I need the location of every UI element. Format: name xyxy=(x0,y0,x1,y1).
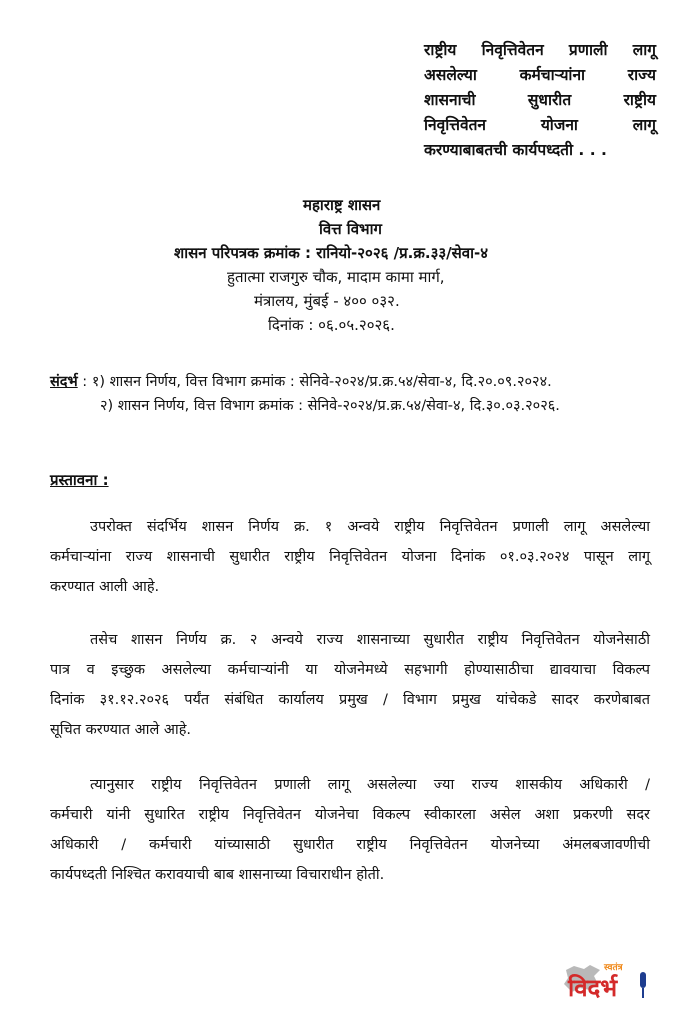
paragraph-line: कर्मचारी यांनी सुधारित राष्ट्रीय निवृत्तिवेतन योजनेचा विकल्प स्वीकारला असेल अशा प्रकरणी सदर xyxy=(50,807,650,823)
paragraph-2 xyxy=(50,625,650,745)
reference-text: १) शासन निर्णय, वित्त विभाग क्रमांक : सेनिवे-२०२४/प्र.क्र.५४/सेवा-४, दि.२०.०९.२०२४. xyxy=(91,374,552,390)
logo-text-main: विदर्भ xyxy=(568,974,618,1002)
microphone-icon xyxy=(640,972,646,988)
paragraph-line: तसेच शासन निर्णय क्र. २ अन्वये राज्य शासनाच्या सुधारीत राष्ट्रीय निवृत्तिवेतन योजनेसाठी xyxy=(90,632,650,648)
paragraph-line: पात्र व इच्छुक असलेल्या कर्मचाऱ्यांनी या योजनेमध्ये सहभागी होण्यासाठीचा द्यावयाचा विकल्प xyxy=(50,662,650,678)
paragraph-line: त्यानुसार राष्ट्रीय निवृत्तिवेतन प्रणाली लागू असलेल्या ज्या राज्य शासकीय अधिकारी / xyxy=(90,777,650,793)
references-block xyxy=(50,370,670,418)
subject-line: असलेल्या कर्मचाऱ्यांना राज्य xyxy=(424,66,656,84)
paragraph-3 xyxy=(50,770,650,890)
vidarbha-logo xyxy=(560,960,652,1002)
address-line-1: हुतात्मा राजगुरु चौक, मादाम कामा मार्ग, xyxy=(227,268,445,286)
subject-line: राष्ट्रीय निवृत्तिवेतन प्रणाली लागू xyxy=(424,41,656,59)
paragraph-1 xyxy=(50,512,650,602)
paragraph-line: सूचित करण्यात आले आहे. xyxy=(50,722,192,738)
subject-line: निवृत्तिवेतन योजना लागू xyxy=(424,116,656,134)
paragraph-line: अधिकारी / कर्मचारी यांच्यासाठी सुधारीत राष्ट्रीय निवृत्तिवेतन योजनेच्या अंमलबजावणीची xyxy=(50,837,650,853)
reference-item xyxy=(50,394,670,418)
paragraph-line: कर्मचाऱ्यांना राज्य शासनाची सुधारीत राष्ट्रीय निवृत्तिवेतन योजना दिनांक ०१.०३.२०२४ पासून लागू xyxy=(50,549,650,565)
logo-text-top: स्वतंत्र xyxy=(604,963,623,973)
subject-line: शासनाची सुधारीत राष्ट्रीय xyxy=(424,91,656,109)
subject-block xyxy=(424,38,656,163)
introduction-heading: प्रस्तावना : xyxy=(50,471,109,489)
paragraph-line: कार्यपध्दती निश्चित करावयाची बाब शासनाच्या विचाराधीन होती. xyxy=(50,867,385,883)
circular-number: शासन परिपत्रक क्रमांक : रानियो-२०२६ /प्र.क्र.३३/सेवा-४ xyxy=(174,244,489,262)
paragraph-line: दिनांक ३१.१२.२०२६ पर्यंत संबंधित कार्यालय प्रमुख / विभाग प्रमुख यांचेकडे सादर करणेबाबत xyxy=(50,692,650,708)
address-line-2: मंत्रालय, मुंबई - ४०० ०३२. xyxy=(254,292,400,310)
reference-text: २) शासन निर्णय, वित्त विभाग क्रमांक : सेनिवे-२०२४/प्र.क्र.५४/सेवा-४, दि.३०.०३.२०२६. xyxy=(100,398,560,414)
subject-line: करण्याबाबतची कार्यपध्दती . . . xyxy=(424,141,607,159)
paragraph-line: करण्यात आली आहे. xyxy=(50,579,160,595)
circular-date: दिनांक : ०६.०५.२०२६. xyxy=(268,316,395,334)
reference-item xyxy=(50,370,670,394)
references-colon: : xyxy=(77,374,92,390)
government-name: महाराष्ट्र शासन xyxy=(303,196,381,214)
microphone-stand-icon xyxy=(642,988,644,998)
department-name: वित्त विभाग xyxy=(319,220,382,238)
references-label: संदर्भ xyxy=(50,374,78,390)
paragraph-line: उपरोक्त संदर्भिय शासन निर्णय क्र. १ अन्वये राष्ट्रीय निवृत्तिवेतन प्रणाली लागू असलेल्या xyxy=(90,519,650,535)
